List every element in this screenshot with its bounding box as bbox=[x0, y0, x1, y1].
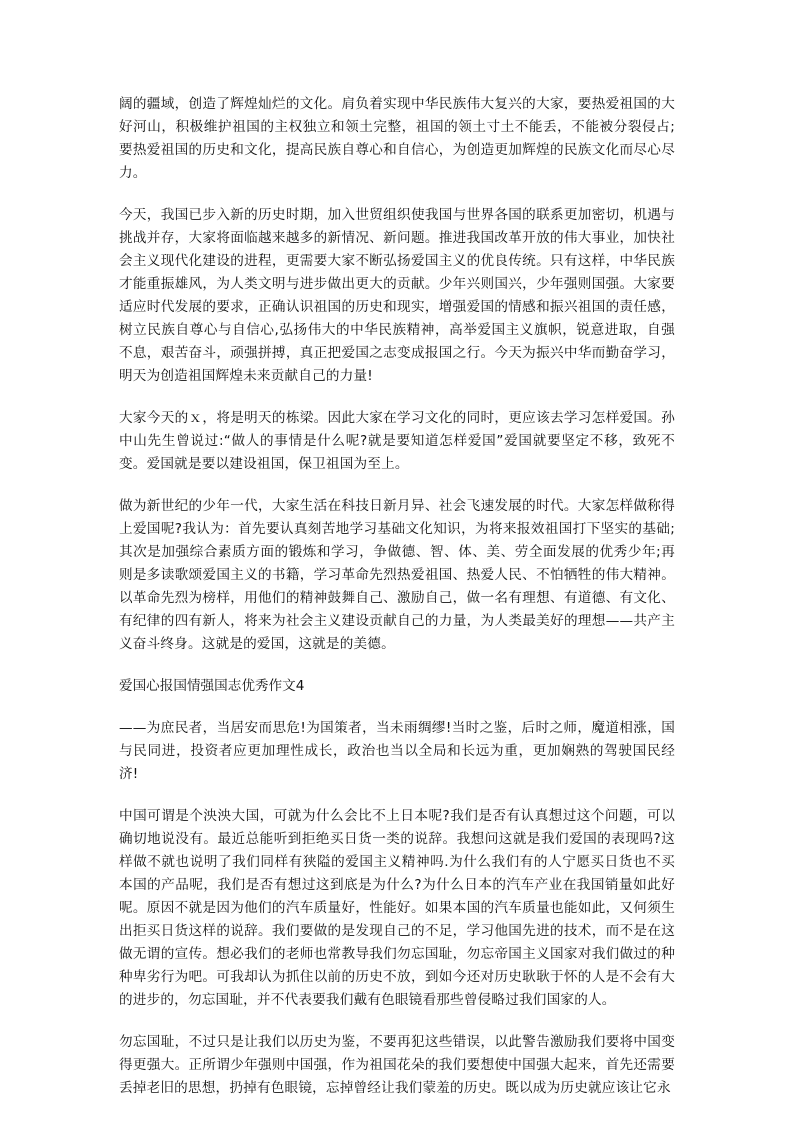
paragraph: 阔的疆域，创造了辉煌灿烂的文化。肩负着实现中华民族伟大复兴的大家，要热爱祖国的大好河山，积极维护祖国的主权独立和领土完整，祖国的领土寸土不能丢，不能被分裂侵占;要热爱祖国的历史和文化，提高民族自尊心和自信心，为创造更加辉煌的民族文化而尽心尽力。 bbox=[119, 96, 675, 181]
section-heading: 爱国心报国情强国志优秀作文4 bbox=[119, 678, 305, 694]
paragraph: 勿忘国耻，不过只是让我们以历史为鉴，不要再犯这些错误，以此警告激励我们要将中国变得更强大。正所谓少年强则中国强，作为祖国花朵的我们要想使中国强大起来，首先还需要丢掉老旧的思想，扔掉有色眼镜，忘掉曾经让我们蒙羞的历史。既以成为历史就应该让它永 bbox=[119, 1034, 675, 1096]
document-body bbox=[119, 93, 675, 1119]
paragraph: 中国可谓是个泱泱大国，可就为什么会比不上日本呢?我们是否有认真想过这个问题，可以确切地说没有。最近总能听到拒绝买日货一类的说辞。我想问这就是我们爱国的表现吗?这样做不就也说明了我们同样有狭隘的爱国主义精神吗.为什么我们有的人宁愿买日货也不买本国的产品呢，我们是否有想过这到底是为什么?为什么日本的汽车产业在我国销量如此好呢。原因不就是因为他们的汽车质量好，性能好。如果本国的汽车质量也能如此，又何须生出拒买日货这样的说辞。我们要做的是发现自己的不足，学习他国先进的技术，而不是在这做无谓的宣传。想必我们的老师也常教导我们勿忘国耻，勿忘帝国主义国家对我们做过的种种卑劣行为吧。可我却认为抓住以前的历史不放，到如今还对历史耿耿于怀的人是不会有大的进步的，勿忘国耻，并不代表要我们戴有色眼镜看那些曾侵略过我们国家的人。 bbox=[119, 808, 675, 1008]
paragraph: 今天，我国已步入新的历史时期，加入世贸组织使我国与世界各国的联系更加密切，机遇与挑战并存，大家将面临越来越多的新情况、新问题。推进我国改革开放的伟大事业，加快社会主义现代化建设的进程，更需要大家不断弘扬爱国主义的优良传统。只有这样，中华民族才能重振雄风，为人类文明与进步做出更大的贡献。少年兴则国兴，少年强则国强。大家要适应时代发展的要求，正确认识祖国的历史和现实，增强爱国的情感和振兴祖国的责任感，树立民族自尊心与自信心,弘扬伟大的中华民族精神，高举爱国主义旗帜，锐意进取，自强不息，艰苦奋斗，顽强拼搏，真正把爱国之志变成报国之行。今天为振兴中华而勤奋学习，明天为创造祖国辉煌未来贡献自己的力量! bbox=[119, 207, 675, 384]
paragraph: ——为庶民者，当居安而思危!为国策者，当未雨绸缪!当时之鉴，后时之师，魔道相涨，国与民同进，投资者应更加理性成长，政治也当以全局和长远为重，更加娴熟的驾驶国民经济! bbox=[119, 720, 675, 782]
paragraph: 大家今天的ｘ，将是明天的栋梁。因此大家在学习文化的同时，更应该去学习怎样爱国。孙中山先生曾说过:“做人的事情是什么呢?就是要知道怎样爱国”爱国就要坚定不移，致死不变。爱国就是要以建设祖国，保卫祖国为至上。 bbox=[119, 410, 675, 472]
paragraph: 做为新世纪的少年一代，大家生活在科技日新月异、社会飞速发展的时代。大家怎样做称得上爱国呢?我认为：首先要认真刻苦地学习基础文化知识，为将来报效祖国打下坚实的基础;其次是加强综合素质方面的锻炼和学习，争做德、智、体、美、劳全面发展的优秀少年;再则是多读歌颂爱国主义的书籍，学习革命先烈热爱祖国、热爱人民、不怕牺牲的伟大精神。以革命先烈为榜样，用他们的精神鼓舞自己、激励自己，做一名有理想、有道德、有文化、有纪律的四有新人，将来为社会主义建设贡献自己的力量，为人类最美好的理想——共产主义奋斗终身。这就是的爱国，这就是的美德。 bbox=[119, 498, 675, 652]
